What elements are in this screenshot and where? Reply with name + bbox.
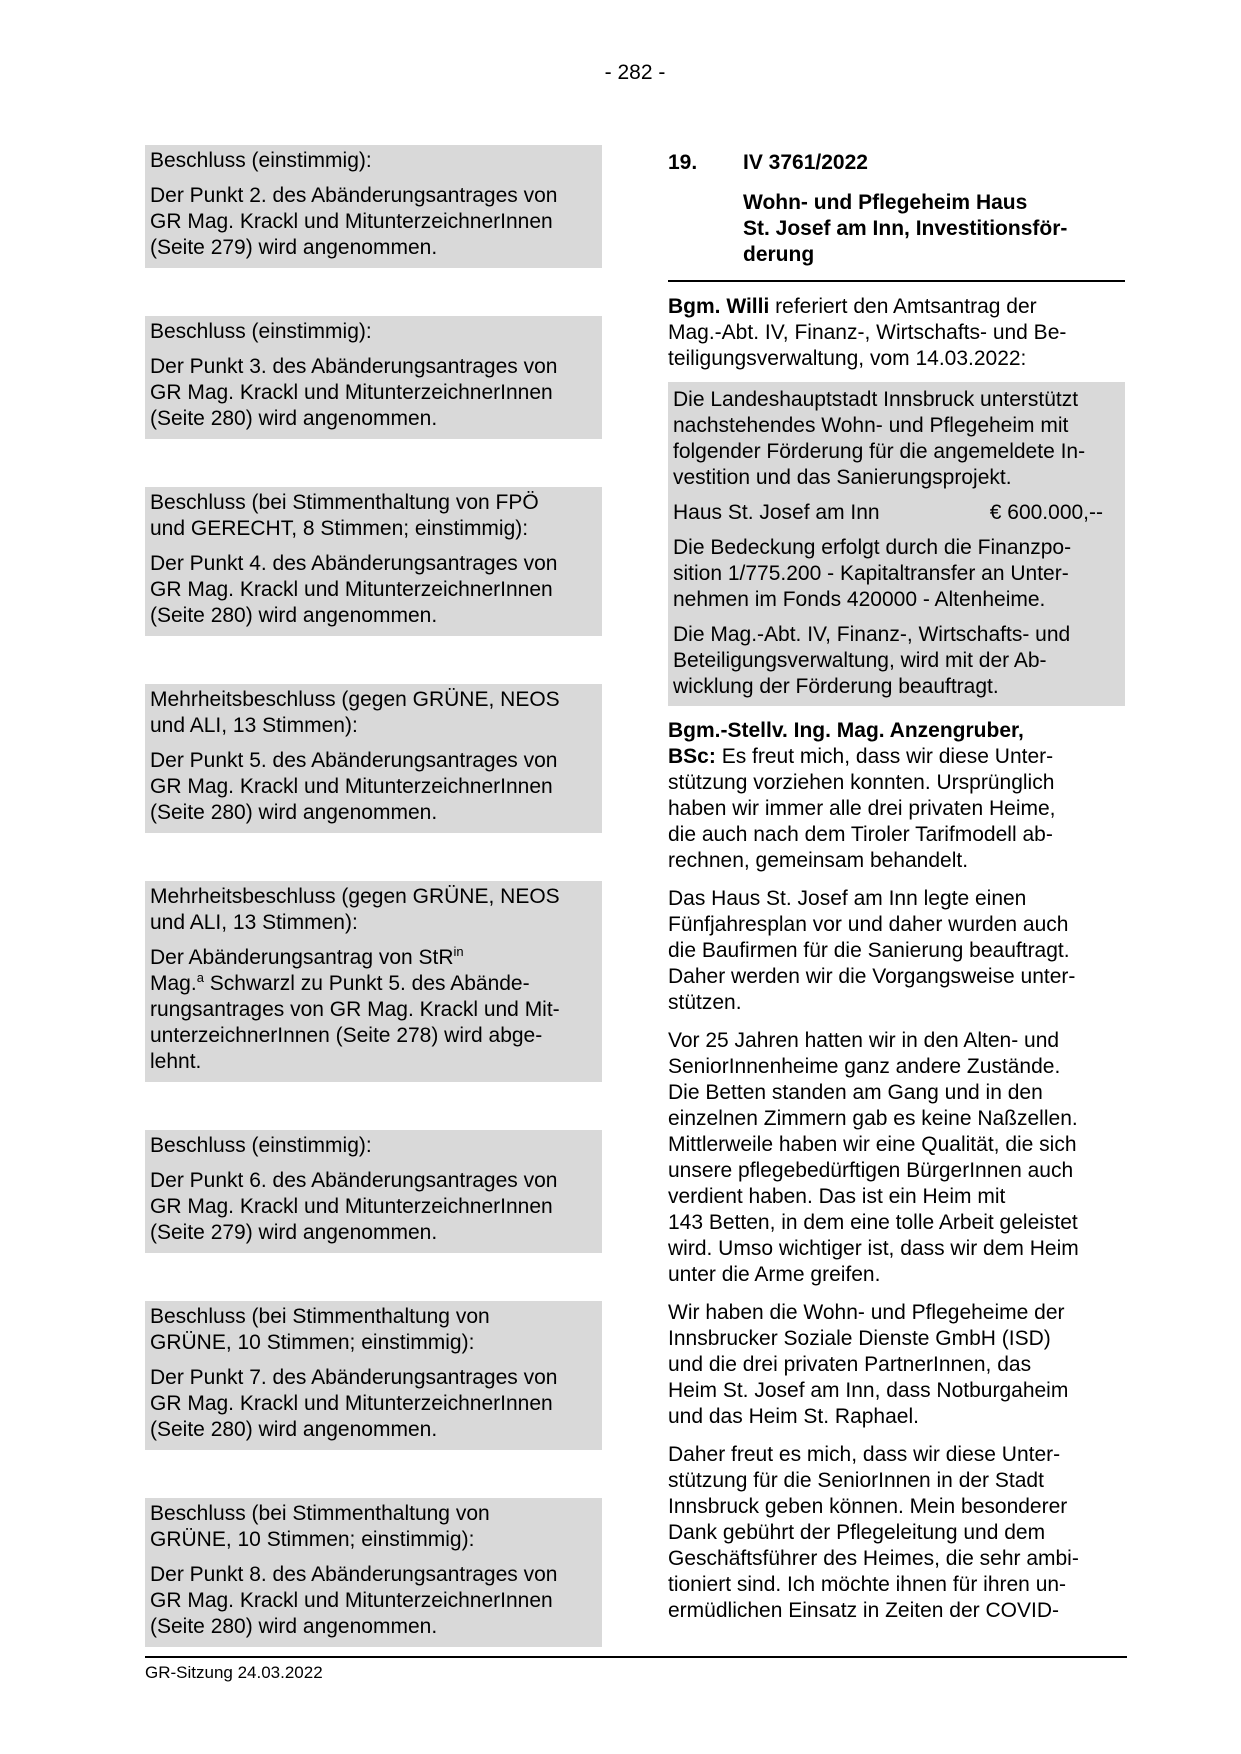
motion-text-block xyxy=(668,382,1125,706)
decision-text: Der Punkt 5. des Abänderungsantrages von GR Mag. Krackl und MitunterzeichnerInnen (Seite 280) wird angenommen. xyxy=(150,749,558,824)
decision-text: Der Punkt 7. des Abänderungsantrages von GR Mag. Krackl und MitunterzeichnerInnen (Seite 280) wird angenommen. xyxy=(150,1366,558,1441)
funding-beneficiary: Haus St. Josef am Inn xyxy=(673,501,880,524)
agenda-item-number-row xyxy=(668,150,1125,176)
speech-text: Es freut mich, dass wir diese Unter- stützung vorziehen konnten. Ursprünglich haben wir immer alle drei privaten Heime, die auch nach dem Tiroler Tarifmodell ab- rechnen, gemeinsam behandelt. xyxy=(668,745,1056,872)
decision-text: Der Punkt 8. des Abänderungsantrages von GR Mag. Krackl und MitunterzeichnerInnen (Seite 280) wird angenommen. xyxy=(150,1563,558,1638)
motion-paragraph-3: Die Mag.-Abt. IV, Finanz-, Wirtschafts- und Beteiligungsverwaltung, wird mit der Ab- wicklung der Förderung beauftragt. xyxy=(673,623,1071,698)
decision-block-8 xyxy=(145,1498,602,1647)
decision-text: Der Punkt 4. des Abänderungsantrages von GR Mag. Krackl und MitunterzeichnerInnen (Seite 280) wird angenommen. xyxy=(150,552,558,627)
decision-text: Der Punkt 6. des Abänderungsantrages von GR Mag. Krackl und MitunterzeichnerInnen (Seite 279) wird angenommen. xyxy=(150,1169,558,1244)
decision-text-part: Schwarzl zu Punkt 5. des Abände- rungsantrages von GR Mag. Krackl und Mit- unterzeichnerInnen (Seite 278) wird abge- lehnt. xyxy=(150,972,560,1073)
decision-block-4 xyxy=(145,684,602,833)
page-content xyxy=(145,0,1125,1695)
decision-text-part: Der Abänderungsantrag von StR xyxy=(150,946,454,969)
intro-paragraph xyxy=(668,294,1125,372)
decision-heading: Mehrheitsbeschluss (gegen GRÜNE, NEOS und ALI, 13 Stimmen): xyxy=(150,885,560,934)
funding-amount: € 600.000,-- xyxy=(989,501,1103,524)
two-column-layout xyxy=(145,0,1125,1695)
decision-text xyxy=(150,945,598,1075)
decision-text-part: Mag. xyxy=(150,972,197,995)
page-footer xyxy=(145,1656,1127,1684)
decision-heading: Mehrheitsbeschluss (gegen GRÜNE, NEOS und ALI, 13 Stimmen): xyxy=(150,688,560,737)
right-column xyxy=(668,0,1125,1695)
speech-paragraph-1 xyxy=(668,718,1125,874)
decision-block-1 xyxy=(145,145,602,268)
intro-text: referiert den Amtsantrag der Mag.-Abt. IV, Finanz-, Wirtschafts- und Be- teiligungsverwaltung, vom 14.03.2022: xyxy=(668,295,1067,370)
speech-paragraph-4: Wir haben die Wohn- und Pflegeheime der Innsbrucker Soziale Dienste GmbH (ISD) und die drei privaten PartnerInnen, das Heim St. Josef am Inn, dass Notburgaheim und das Heim St. Raphael. xyxy=(668,1301,1069,1428)
speaker-name: Bgm. Willi xyxy=(668,295,770,318)
decision-heading: Beschluss (einstimmig): xyxy=(150,149,372,172)
decision-block-7 xyxy=(145,1301,602,1450)
agenda-item-header xyxy=(668,150,1125,282)
decision-heading: Beschluss (bei Stimmenthaltung von GRÜNE, 10 Stimmen; einstimmig): xyxy=(150,1305,490,1354)
decision-heading: Beschluss (einstimmig): xyxy=(150,320,372,343)
decision-block-6 xyxy=(145,1130,602,1253)
page-number: - 282 - xyxy=(604,61,666,84)
header-divider xyxy=(668,280,1125,282)
decision-heading: Beschluss (bei Stimmenthaltung von FPÖ und GERECHT, 8 Stimmen; einstimmig): xyxy=(150,491,539,540)
decision-text: Der Punkt 3. des Abänderungsantrages von GR Mag. Krackl und MitunterzeichnerInnen (Seite 280) wird angenommen. xyxy=(150,355,558,430)
superscript: in xyxy=(453,944,464,959)
speech-paragraph-2: Das Haus St. Josef am Inn legte einen Fünfjahresplan vor und daher wurden auch die Baufirmen für die Sanierung beauftragt. Daher werden wir die Vorgangsweise unter- stützen. xyxy=(668,887,1076,1014)
agenda-item-reference: IV 3761/2022 xyxy=(743,151,868,174)
decision-text: Der Punkt 2. des Abänderungsantrages von GR Mag. Krackl und MitunterzeichnerInnen (Seite 279) wird angenommen. xyxy=(150,184,558,259)
motion-paragraph-2: Die Bedeckung erfolgt durch die Finanzpo- sition 1/775.200 - Kapitaltransfer an Unter- nehmen im Fonds 420000 - Altenheime. xyxy=(673,536,1072,611)
motion-paragraph-1: Die Landeshauptstadt Innsbruck unterstützt nachstehendes Wohn- und Pflegeheim mit folgender Förderung für die angemeldete In- vestition und das Sanierungsprojekt. xyxy=(673,388,1086,489)
superscript: a xyxy=(196,970,204,985)
speech-paragraph-5: Daher freut es mich, dass wir diese Unter- stützung für die SeniorInnen in der Stadt Innsbruck geben können. Mein besonderer Dank gebührt der Pflegeleitung und dem Geschäftsführer des Heimes, die sehr ambi- tioniert sind. Ich möchte ihnen für ihren un- ermüdlichen Einsatz in Zeiten der COVID- xyxy=(668,1443,1079,1622)
agenda-item-title: Wohn- und Pflegeheim Haus St. Josef am Inn, Investitionsför- derung xyxy=(743,191,1068,266)
footer-text: GR-Sitzung 24.03.2022 xyxy=(145,1663,323,1682)
decision-block-5 xyxy=(145,881,602,1082)
speech-paragraph-3: Vor 25 Jahren hatten wir in den Alten- und SeniorInnenheime ganz andere Zustände. Die Betten standen am Gang und in den einzelnen Zimmern gab es keine Naßzellen. Mittlerweile haben wir eine Qualität, die sich unsere pflegebedürftigen BürgerInnen auch verdient haben. Das ist ein Heim mit 143 Betten, in dem eine tolle Arbeit geleistet wird. Umso wichtiger ist, dass wir dem Heim unter die Arme greifen. xyxy=(668,1029,1079,1286)
speaker-name: Bgm.-Stellv. Ing. Mag. Anzengruber, BSc: xyxy=(668,719,1024,768)
decision-heading: Beschluss (bei Stimmenthaltung von GRÜNE, 10 Stimmen; einstimmig): xyxy=(150,1502,490,1551)
funding-row xyxy=(673,500,1121,526)
decision-heading: Beschluss (einstimmig): xyxy=(150,1134,372,1157)
agenda-item-number: 19. xyxy=(668,151,698,174)
decision-block-3 xyxy=(145,487,602,636)
decision-block-2 xyxy=(145,316,602,439)
left-column xyxy=(145,0,602,1695)
